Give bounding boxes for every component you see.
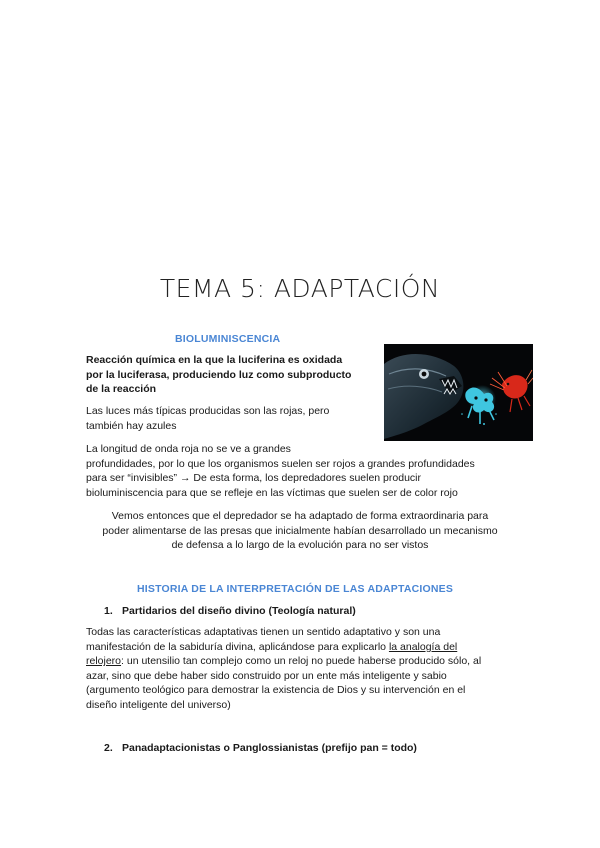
- history-heading: HISTORIA DE LA INTERPRETACIÓN DE LAS ADAPTACIONES: [137, 583, 454, 595]
- underlined-term: la analogía del: [388, 640, 458, 653]
- list-item-divine-design: [104, 604, 356, 619]
- list-number: 2.: [104, 742, 113, 754]
- text-run: manifestación de la sabiduría divina, aplicándose para explicarlo: [86, 640, 389, 653]
- paragraph-line: azar, sino que debe haber sido construido por un ente más inteligente y sabio: [86, 669, 447, 682]
- conclusion-paragraph: [60, 509, 540, 553]
- text-run: : un utensilio tan complejo como un reloj no puede haberse producido sólo, al: [121, 655, 482, 667]
- lights-text: [86, 404, 386, 433]
- wavelength-line: para ser “invisibles” → De esta forma, los depredadores suelen producir: [86, 472, 421, 484]
- anglerfish-image: [384, 344, 533, 441]
- list-number: 1.: [104, 605, 113, 617]
- lights-line: también hay azules: [86, 419, 177, 432]
- lights-line: Las luces más típicas producidas son las rojas, pero: [86, 405, 330, 417]
- underlined-term: relojero: [86, 655, 122, 667]
- definition-line: por la luciferasa, produciendo luz como subproducto: [86, 368, 352, 381]
- divine-design-paragraph: [86, 625, 526, 712]
- wavelength-line: profundidades, por lo que los organismos suelen ser rojos a grandes profundidades: [86, 457, 475, 470]
- paragraph-line: [86, 654, 526, 669]
- paragraph-line: Todas las características adaptativas tienen un sentido adaptativo y son una: [86, 626, 441, 638]
- wavelength-line: bioluminiscencia para que se refleje en las víctimas que suelen ser de color rojo: [86, 486, 458, 499]
- bioluminescence-heading: BIOLUMINISCENCIA: [175, 333, 281, 345]
- conclusion-line: poder alimentarse de las presas que inicialmente habían desarrollado un mecanismo: [102, 524, 498, 537]
- paragraph-line: [86, 640, 526, 655]
- conclusion-line: de defensa a lo largo de la evolución para no ser vistos: [171, 539, 429, 551]
- list-item-panadaptationists: [104, 741, 417, 756]
- wavelength-paragraph: [86, 442, 526, 500]
- definition-text: [86, 353, 386, 397]
- definition-line: Reacción química en la que la luciferina es oxidada: [86, 354, 343, 366]
- page-title: TEMA 5: ADAPTACIÓN: [159, 274, 441, 303]
- conclusion-line: Vemos entonces que el depredador se ha adaptado de forma extraordinaria para: [111, 510, 489, 522]
- paragraph-line: diseño inteligente del universo): [86, 698, 231, 711]
- deep-sea-illustration: [384, 344, 533, 441]
- list-item-label: Partidarios del diseño divino (Teología natural): [122, 605, 356, 617]
- wavelength-line: La longitud de onda roja no se ve a grandes: [86, 443, 291, 455]
- definition-line: de la reacción: [86, 383, 157, 395]
- list-item-label: Panadaptacionistas o Panglossianistas (prefijo pan = todo): [122, 742, 417, 754]
- paragraph-line: (argumento teológico para demostrar la existencia de Dios y su intervención en el: [86, 684, 466, 696]
